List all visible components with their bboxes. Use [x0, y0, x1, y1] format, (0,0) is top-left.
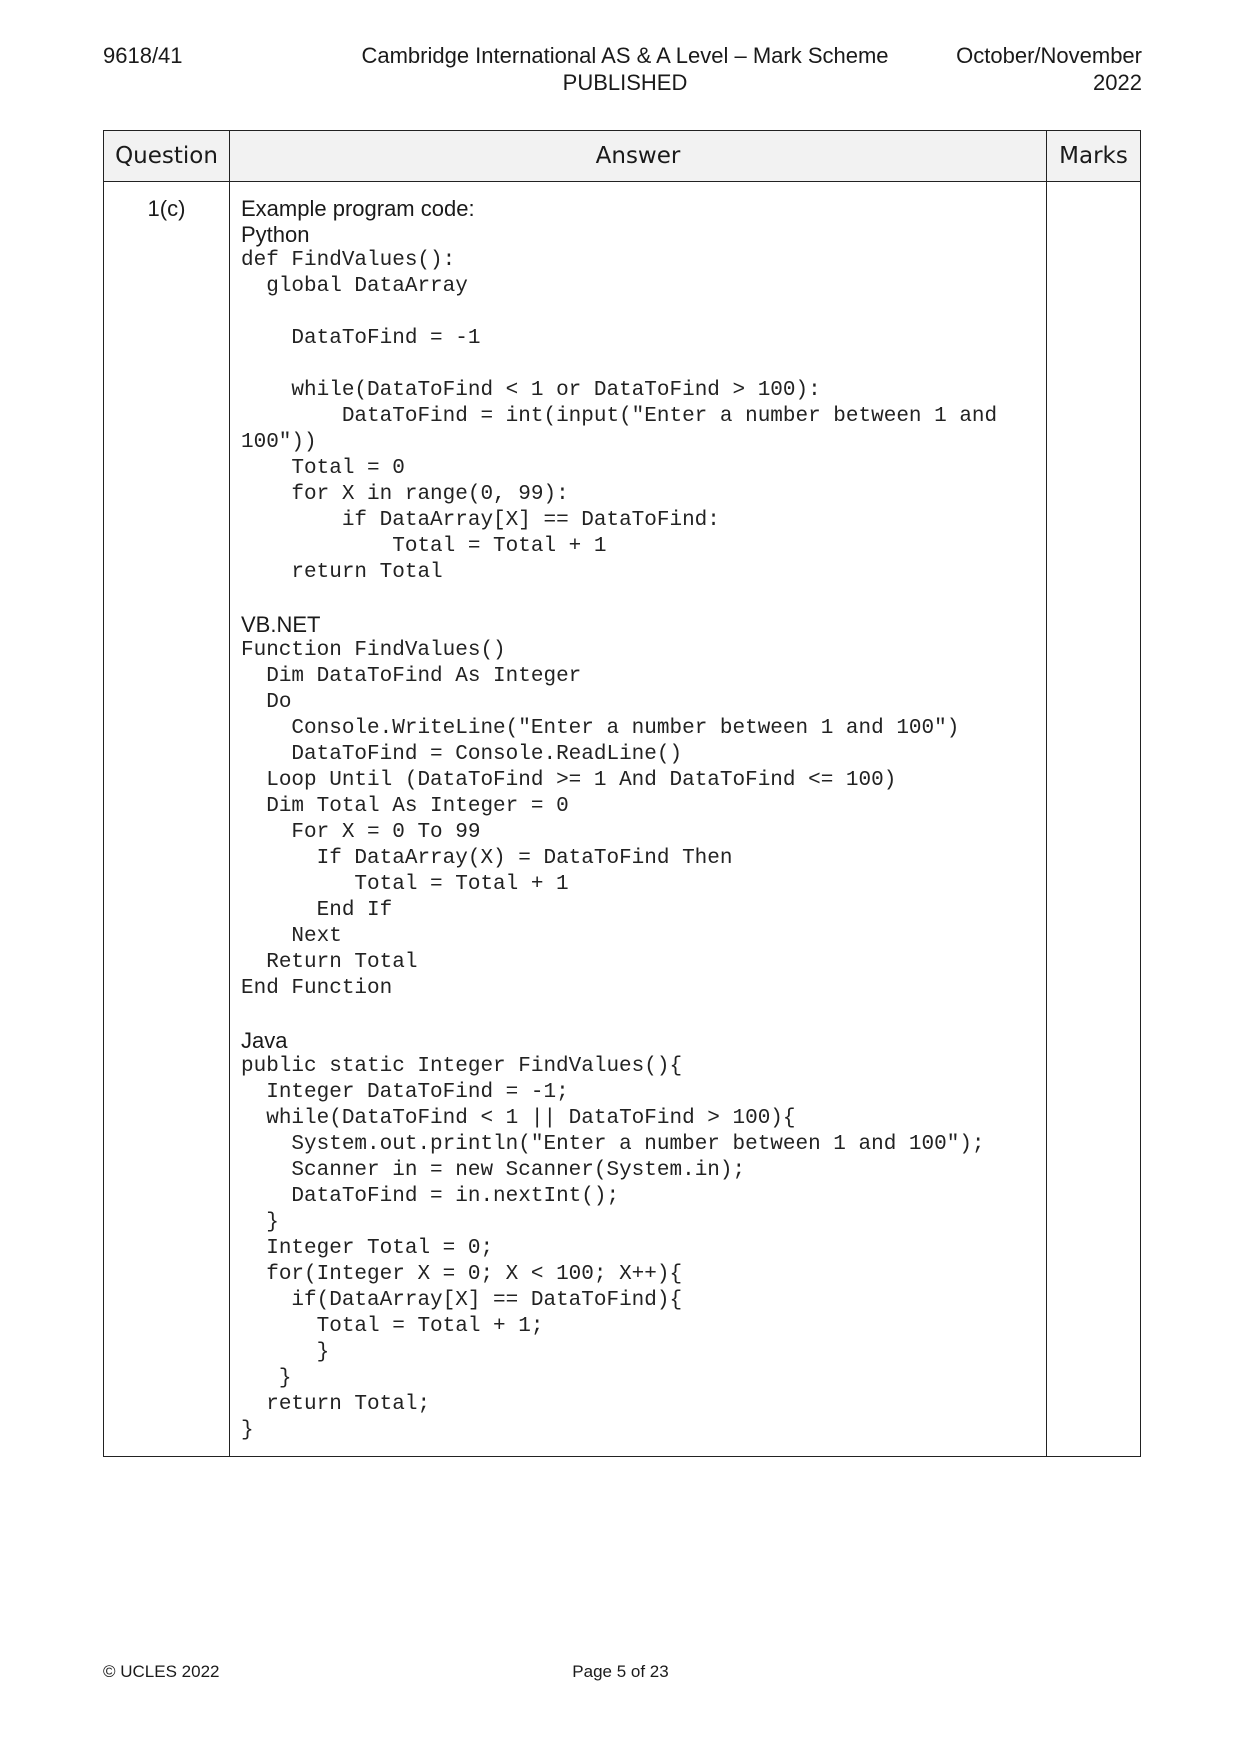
vbnet-code: Function FindValues() Dim DataToFind As Integer Do Console.WriteLine("Enter a number between 1 and 100") DataToFind = Console.ReadLine() Loop Until (DataToFind >= 1 And DataToFind <= 100) Dim Total As Integer = 0 For X = 0 To 99 If DataArray(X) = DataToFind Then Total = Total + 1 End If Next Return Total End Function	[241, 639, 960, 1000]
answer-intro: Example program code:	[241, 196, 475, 221]
java-label: Java	[241, 1028, 288, 1053]
question-column-header: Question	[104, 131, 230, 182]
java-code: public static Integer FindValues(){ Integer DataToFind = -1; while(DataToFind < 1 || DataToFind > 100){ System.out.println("Enter a number between 1 and 100"); Scanner in = new Scanner(System.in); DataToFind = in.nextInt(); } Integer Total = 0; for(Integer X = 0; X < 100; X++){ if(DataArray[X] == DataToFind){ Total = Total + 1; } } return Total; }	[241, 1055, 985, 1442]
copyright: © UCLES 2022	[103, 1662, 220, 1681]
table-row	[104, 182, 1141, 1457]
marks-cell	[1047, 182, 1141, 1457]
python-code: def FindValues(): global DataArray DataToFind = -1 while(DataToFind < 1 or DataToFind > 100): DataToFind = int(input("Enter a number between 1 and 100")) Total = 0 for X in range(0, 99): if DataArray[X] == DataToFind: Total = Total + 1 return Total	[241, 249, 998, 584]
page-number: Page 5 of 23	[572, 1662, 669, 1681]
paper-code: 9618/41	[103, 43, 183, 68]
exam-session	[956, 42, 1142, 96]
session-line-1: October/November	[956, 43, 1142, 68]
document-title	[300, 42, 950, 96]
marks-column-header: Marks	[1047, 131, 1141, 182]
python-label: Python	[241, 222, 310, 247]
vbnet-label: VB.NET	[241, 612, 321, 637]
answer-column-header: Answer	[230, 131, 1047, 182]
mark-scheme-table	[103, 130, 1141, 1457]
title-line-2: PUBLISHED	[562, 70, 688, 95]
question-number: 1(c)	[104, 182, 230, 1457]
answer-cell	[230, 182, 1047, 1457]
title-line-1: Cambridge International AS & A Level – Mark Scheme	[361, 43, 889, 68]
table-header-row	[104, 131, 1141, 182]
session-line-2: 2022	[1093, 70, 1142, 95]
